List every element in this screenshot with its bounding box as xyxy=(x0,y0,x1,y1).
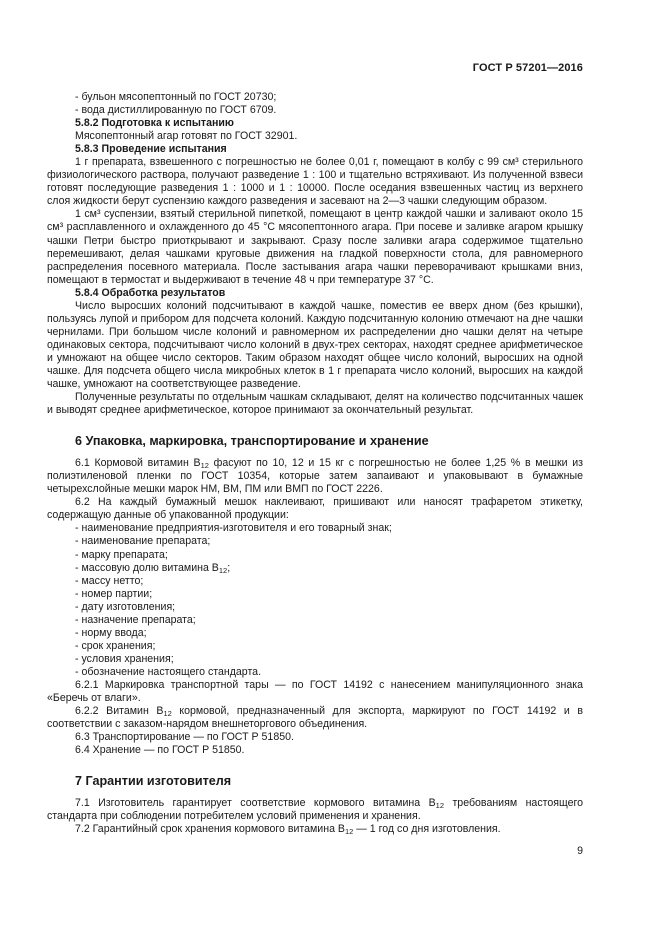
subscript: 12 xyxy=(435,801,444,811)
paragraph: 1 г препарата, взвешенного с погрешностью не более 0,01 г, помещают в колбу с 99 см³ стерильного физиологического раствора, получают разведение 1 : 100 и тщательно встряхивают. Из полученной взвеси готовят последующие разведения 1 : 1000 и 1 : 10000. После оседания взвешенных частиц из верхнего слоя жидкости берут суспензию каждого разведения и засевают на 2—3 чашки следующим образом. xyxy=(47,156,583,208)
list-item: - наименование препарата; xyxy=(75,535,211,548)
list-item: - срок хранения; xyxy=(75,639,156,652)
list-item: - назначение препарата; xyxy=(75,613,196,626)
list-item: - номер партии; xyxy=(75,587,153,600)
text-run: — 1 год со дня изготовления. xyxy=(353,823,501,836)
text-run: кормовой, предназначенный для экспорта, маркируют по ГОСТ 14192 и в соответствии с заказом-нарядом внешнеторгового объединения. xyxy=(47,705,583,731)
list-item xyxy=(47,562,583,575)
paragraph xyxy=(47,457,583,496)
subsection-heading-5-8-3: 5.8.3 Проведение испытания xyxy=(75,143,227,156)
paragraph: 6.4 Хранение — по ГОСТ Р 51850. xyxy=(75,744,245,757)
paragraph: Полученные результаты по отдельным чашкам складывают, делят на количество подсчитанных чашек и выводят среднее арифметическое, которое принимают за окончательный результат. xyxy=(47,391,583,417)
label-contents-list xyxy=(47,522,583,679)
text-run: 7.2 Гарантийный срок хранения кормового витамина B xyxy=(75,823,345,836)
subscript: 12 xyxy=(200,461,209,471)
text-run: фасуют по 10, 12 и 15 кг с погрешностью не более 1,25 % в мешки из полиэтиленовой пленки по ГОСТ 10354, которые затем запаивают и упаковывают в бумажные четырехслойные мешки марок НМ, ВМ, ПМ или ВМП по ГОСТ 2226. xyxy=(47,457,583,496)
paragraph: 6.2.1 Маркировка транспортной тары — по ГОСТ 14192 с нанесением манипуляционного знака «Беречь от влаги». xyxy=(47,678,583,705)
list-item: - бульон мясопептонный по ГОСТ 20730; xyxy=(75,91,277,103)
list-item: - условия хранения; xyxy=(75,652,174,665)
text-run: 7.1 Изготовитель гарантирует соответствие кормового витамина B xyxy=(75,797,436,810)
subscript: 12 xyxy=(344,827,354,837)
text-run: - массовую долю витамина B xyxy=(75,561,219,574)
section-heading-6: 6 Упаковка, маркировка, транспортирование и хранение xyxy=(75,434,429,449)
page-number: 9 xyxy=(577,845,583,857)
subscript: 12 xyxy=(163,709,172,719)
paragraph: 1 см³ суспензии, взятый стерильной пипеткой, помещают в центр каждой чашки и заливают около 15 см³ расплавленного и охлажденного до 45 °С мясопептонного агара. При посеве и заливке агаром крышку чашки Петри быстро приоткрывают и закрывают. Сразу после заливки агара содержимое тщательно перемешивают, делая чашками круговые движения на гладкой поверхности стола, для равномерного распределения посевного материала. После застывания агара чашки переворачивают крышками вниз, помещают в термостат и выдерживают в течение 48 ч при температуре 37 °С. xyxy=(47,208,583,286)
paragraph: Мясопептонный агар готовят по ГОСТ 32901. xyxy=(75,130,298,143)
document-header: ГОСТ Р 57201—2016 xyxy=(472,62,583,74)
text-run: ; xyxy=(227,561,231,574)
paragraph: Число выросших колоний подсчитывают в каждой чашке, поместив ее вверх дном (без крышки), пользуясь лупой и прибором для подсчета колоний. Каждую подсчитанную колонию отмечают на дне чашки чернилами. При большом числе колоний и равномерном их распределении дно чашки делят на четыре одинаковых сектора, подсчитывают число колоний в двух-трех секторах, находят среднее арифметическое и умножают на общее число секторов. Таким образом находят общее число колоний, выросших на одной чашке. Для подсчета общего числа микробных клеток в 1 г препарата число колоний, выросших на каждой чашке, умножают на соответствующее разведение. xyxy=(47,299,583,391)
list-item: - марку препарата; xyxy=(75,548,168,561)
list-item: - наименование предприятия-изготовителя и его товарный знак; xyxy=(75,522,392,535)
paragraph xyxy=(47,797,583,823)
text-run: требованиям настоящего стандарта при соблюдении потребителем условий применения и хранения. xyxy=(47,797,583,823)
list-item: - норму ввода; xyxy=(75,626,147,639)
paragraph: 6.3 Транспортирование — по ГОСТ Р 51850. xyxy=(75,731,294,744)
list-item: - вода дистиллированную по ГОСТ 6709. xyxy=(75,104,277,117)
list-item: - массу нетто; xyxy=(75,574,144,587)
list-item: - дату изготовления; xyxy=(75,600,176,613)
text-run: 6.1 Кормовой витамин B xyxy=(75,457,201,470)
paragraph xyxy=(47,705,583,731)
subsection-heading-5-8-2: 5.8.2 Подготовка к испытанию xyxy=(75,117,234,130)
paragraph xyxy=(47,823,583,836)
text-run: 6.2.2 Витамин B xyxy=(75,705,164,718)
section-heading-7: 7 Гарантии изготовителя xyxy=(75,774,232,789)
document-body xyxy=(47,91,583,836)
subscript: 12 xyxy=(218,565,228,575)
list-item: - обозначение настоящего стандарта. xyxy=(75,665,262,678)
paragraph: 6.2 На каждый бумажный мешок наклеивают, пришивают или наносят трафаретом этикетку, содержащую данные об упакованной продукции: xyxy=(47,496,583,522)
subsection-heading-5-8-4: 5.8.4 Обработка результатов xyxy=(75,286,226,299)
